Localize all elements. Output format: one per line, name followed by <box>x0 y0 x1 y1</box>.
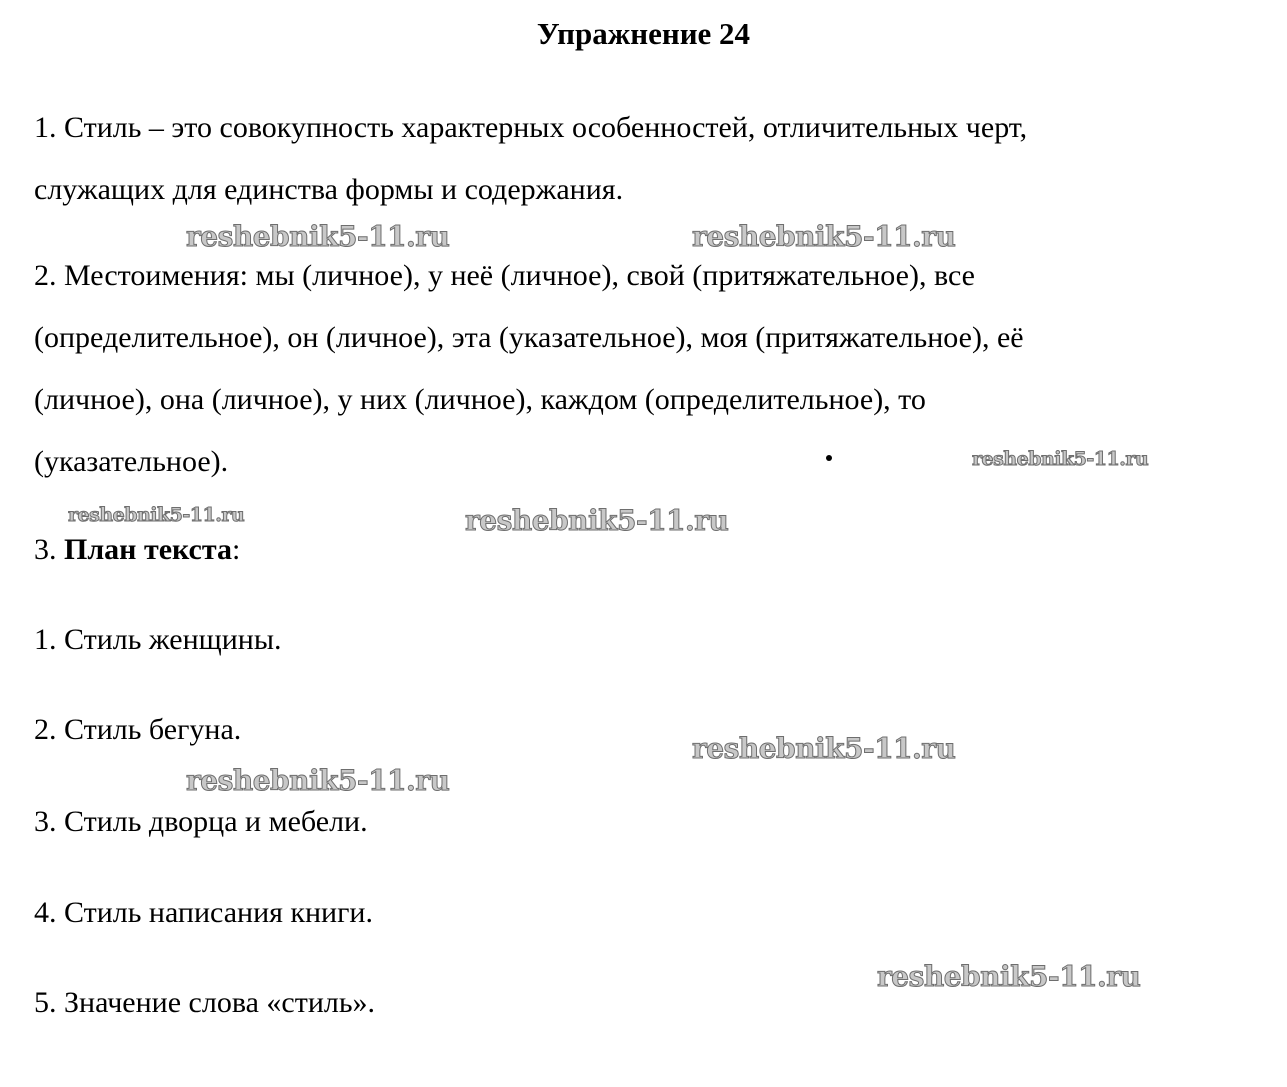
plan-item-5: 5. Значение слова «стиль». <box>34 986 376 1019</box>
section-2-line: (личное), она (личное), у них (личное), каждом (определительное), то <box>34 383 926 416</box>
watermark-logo: reshebnik5-11.ru <box>68 504 245 526</box>
watermark-logo: reshebnik5-11.ru <box>972 448 1149 470</box>
section-2-line: (определительное), он (личное), эта (указательное), моя (притяжательное), её <box>34 321 1024 354</box>
watermark-logo: reshebnik5-11.ru <box>692 732 956 765</box>
plan-heading-prefix: 3. <box>34 533 64 566</box>
watermark-logo: reshebnik5-11.ru <box>186 764 450 797</box>
watermark-logo: reshebnik5-11.ru <box>692 220 956 253</box>
watermark-logo: reshebnik5-11.ru <box>465 504 729 537</box>
section-3-plan-heading <box>34 530 240 570</box>
watermark-logo: reshebnik5-11.ru <box>186 220 450 253</box>
section-2-line: 2. Местоимения: мы (личное), у неё (личное), свой (притяжательное), все <box>34 259 975 292</box>
watermark-logo: reshebnik5-11.ru <box>877 960 1141 993</box>
section-2-line: (указательное). <box>34 445 229 478</box>
section-1-line: служащих для единства формы и содержания. <box>34 173 624 206</box>
plan-item-4: 4. Стиль написания книги. <box>34 896 373 929</box>
plan-item-1: 1. Стиль женщины. <box>34 623 282 656</box>
plan-item-2: 2. Стиль бегуна. <box>34 713 242 746</box>
plan-heading-suffix: : <box>231 533 241 566</box>
section-1-definition <box>34 97 1027 221</box>
plan-item-3: 3. Стиль дворца и мебели. <box>34 805 368 838</box>
section-2-pronouns <box>34 245 1024 493</box>
exercise-title: Упражнение 24 <box>536 16 751 51</box>
section-1-line: 1. Стиль – это совокупность характерных особенностей, отличительных черт, <box>34 111 1028 144</box>
plan-heading-bold: План текста <box>64 533 232 566</box>
stray-dot <box>826 455 832 461</box>
